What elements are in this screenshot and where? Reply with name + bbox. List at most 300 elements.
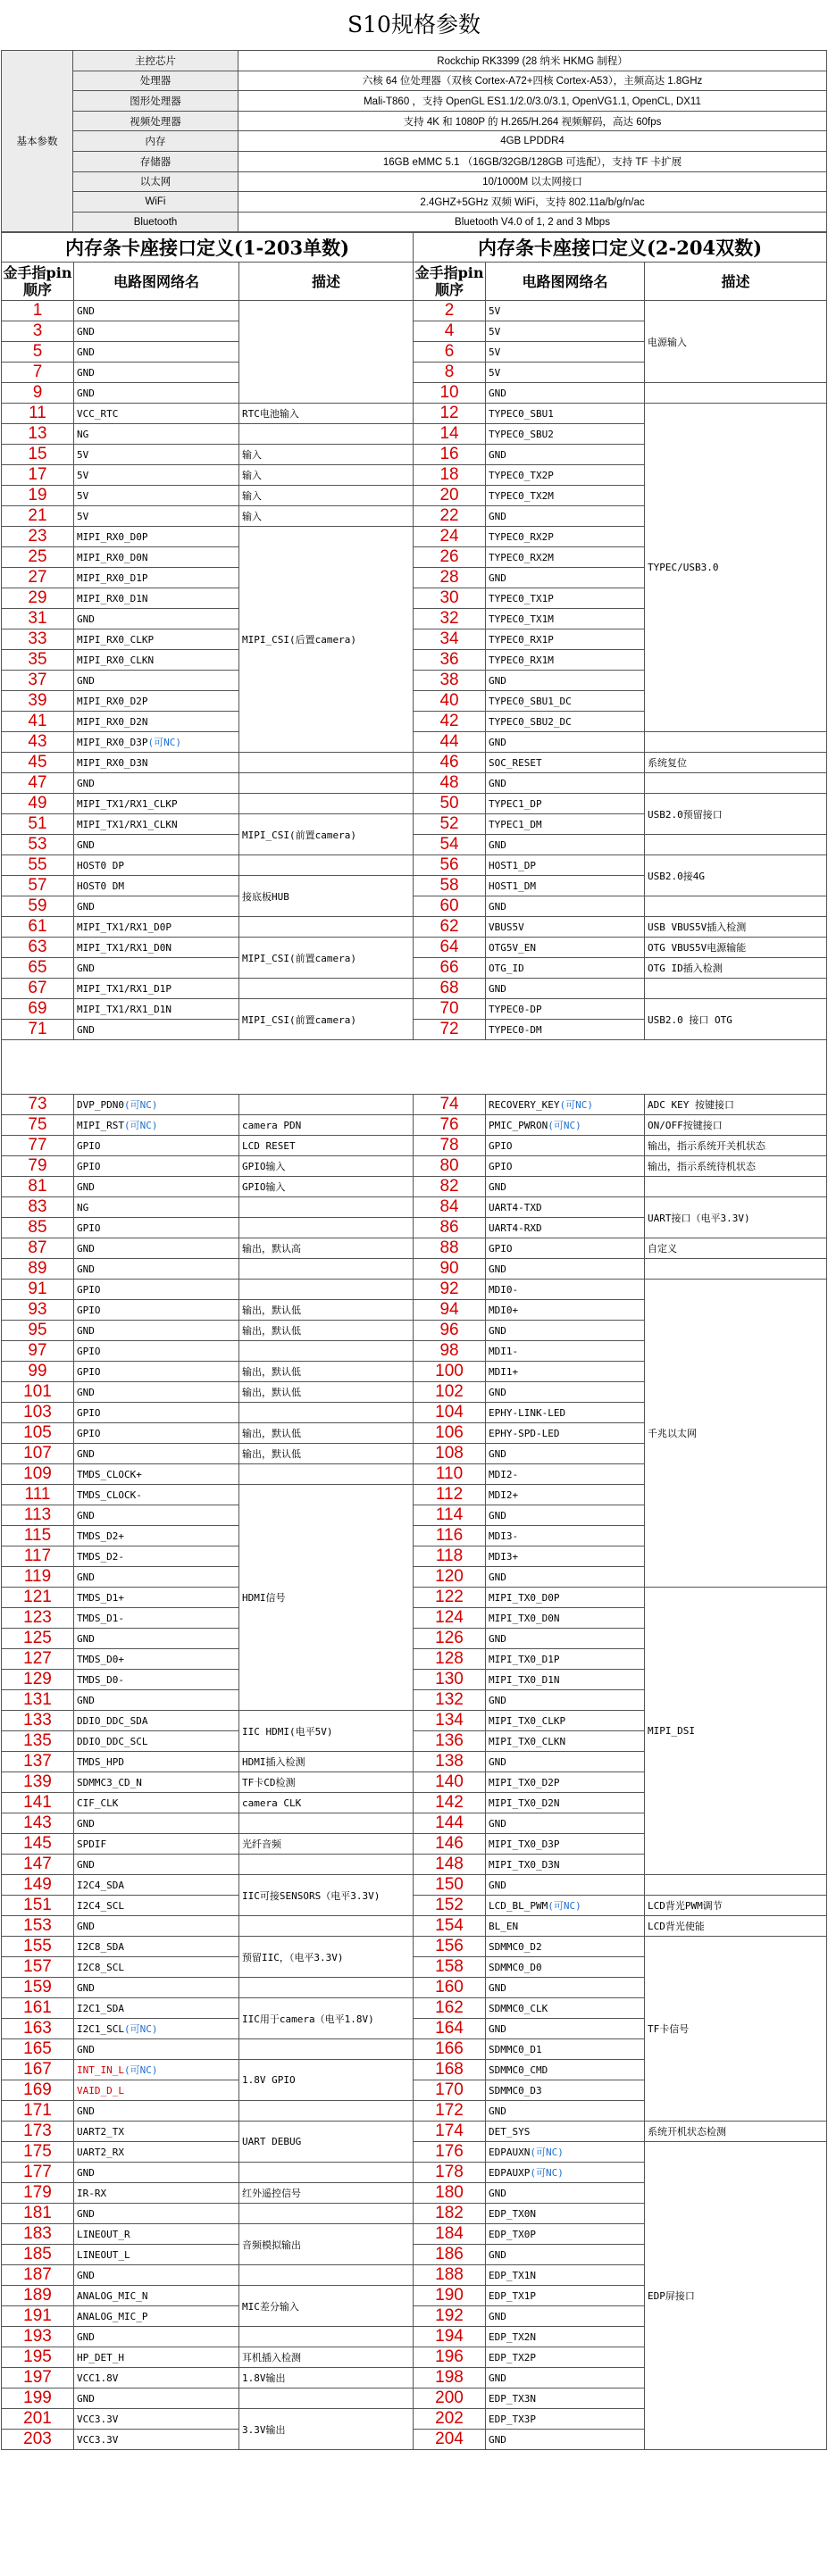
right-net-name: [486, 1916, 645, 1937]
spec-label: 视频处理器: [73, 111, 238, 131]
net-name-text: GND: [489, 2433, 506, 2446]
left-pin-number: 11: [2, 404, 74, 424]
net-name-text: GND: [489, 2187, 506, 2199]
left-pin-description: TF卡CD检测: [239, 1772, 414, 1793]
pin-row: [2, 835, 827, 855]
left-pin-number: 45: [2, 753, 74, 773]
left-pin-description: IIC HDMI(电平5V): [239, 1711, 414, 1752]
net-name-text: TYPEC0_RX2M: [489, 551, 554, 563]
net-name-text: TYPEC0-DP: [489, 1003, 542, 1015]
net-name-text: GND: [489, 900, 506, 913]
net-name-text: GND: [489, 571, 506, 584]
spec-value: 16GB eMMC 5.1 （16GB/32GB/128GB 可选配），支持 TF 卡扩展: [238, 151, 827, 171]
net-name-text: GND: [489, 1386, 506, 1398]
net-name-text: MIPI_RX0_D1P: [77, 571, 148, 584]
left-pin-description: [239, 855, 414, 876]
left-net-header: 电路图网络名: [74, 263, 239, 301]
right-pin-number: 82: [414, 1177, 486, 1197]
net-name-text: 5V: [77, 489, 89, 502]
net-name-text: TYPEC0_RX2P: [489, 530, 554, 543]
net-name-text: 5V: [489, 366, 501, 379]
net-name-text: MIPI_TX1/RX1_D1N: [77, 1003, 171, 1015]
spec-row: [2, 51, 827, 71]
net-name-text: 5V: [77, 469, 89, 481]
net-name-text: GPIO: [77, 1221, 101, 1234]
right-net-name: [486, 1136, 645, 1156]
left-net-name: [74, 2327, 239, 2347]
net-name-text: HOST1_DM: [489, 880, 536, 892]
left-pin-number: 1: [2, 301, 74, 321]
right-pin-number: 18: [414, 465, 486, 486]
right-pin-description: USB VBUS5V插入检测: [645, 917, 827, 938]
left-net-name: [74, 1731, 239, 1752]
left-pin-number: 133: [2, 1711, 74, 1731]
right-pin-number: 106: [414, 1423, 486, 1444]
right-pin-number: 154: [414, 1916, 486, 1937]
left-pin-number: 145: [2, 1834, 74, 1855]
left-pin-number: 125: [2, 1629, 74, 1649]
left-net-name: [74, 1546, 239, 1567]
right-pin-description: UART接口（电平3.3V): [645, 1197, 827, 1238]
left-net-name: [74, 1752, 239, 1772]
spec-label: Bluetooth: [73, 212, 238, 232]
right-net-name: [486, 588, 645, 609]
right-net-name: [486, 363, 645, 383]
right-pin-number: 78: [414, 1136, 486, 1156]
right-pin-number: 94: [414, 1300, 486, 1321]
left-net-name: [74, 1649, 239, 1670]
left-net-name: [74, 2122, 239, 2142]
spec-label: 主控芯片: [73, 51, 238, 71]
net-name-text: MDI2+: [489, 1488, 519, 1501]
net-name-text: MIPI_TX0_D3P: [489, 1838, 560, 1850]
optional-nc-note: (可NC): [123, 2023, 158, 2036]
optional-nc-note: (可NC): [123, 1099, 158, 1112]
right-net-name: [486, 2409, 645, 2430]
right-pin-number: 132: [414, 1690, 486, 1711]
left-net-name: [74, 1321, 239, 1341]
right-net-name: [486, 1259, 645, 1280]
left-pin-description: [239, 794, 414, 814]
pin-row: [2, 2142, 827, 2163]
left-pin-description: [239, 1403, 414, 1423]
left-net-name: [74, 958, 239, 979]
net-name-text: CIF_CLK: [77, 1797, 119, 1809]
right-net-name: [486, 527, 645, 547]
net-name-text: TYPEC0_SBU1_DC: [489, 695, 572, 707]
left-pin-description: [239, 424, 414, 445]
right-pin-number: 104: [414, 1403, 486, 1423]
right-pin-number: 14: [414, 424, 486, 445]
left-net-name: [74, 1423, 239, 1444]
left-pin-number: 201: [2, 2409, 74, 2430]
right-pin-description: USB2.0预留接口: [645, 794, 827, 835]
left-net-name: [74, 342, 239, 363]
net-name-text: DET_SYS: [489, 2125, 531, 2138]
right-pin-number: 68: [414, 979, 486, 999]
left-net-name: [74, 1115, 239, 1136]
left-pin-number: 139: [2, 1772, 74, 1793]
net-name-text: NG: [77, 1201, 89, 1213]
left-net-name: [74, 753, 239, 773]
left-net-name: [74, 424, 239, 445]
right-pin-number: 146: [414, 1834, 486, 1855]
net-name-text: GPIO: [489, 1160, 513, 1172]
spec-label: WiFi: [73, 192, 238, 213]
right-net-name: [486, 465, 645, 486]
left-net-name: [74, 691, 239, 712]
left-pin-number: 193: [2, 2327, 74, 2347]
right-pin-number: 10: [414, 383, 486, 404]
net-name-text: I2C1_SCL: [77, 2023, 124, 2036]
right-pin-number: 48: [414, 773, 486, 794]
right-net-name: [486, 917, 645, 938]
right-net-name: [486, 979, 645, 999]
left-pin-description: camera PDN: [239, 1115, 414, 1136]
pin-row: [2, 1095, 827, 1115]
net-name-text: EPHY-SPD-LED: [489, 1427, 560, 1439]
left-net-name: [74, 1300, 239, 1321]
net-name-text: GND: [77, 838, 95, 851]
net-name-text: GND: [77, 1509, 95, 1521]
right-net-name: [486, 732, 645, 753]
left-net-name: [74, 712, 239, 732]
right-pin-number: 166: [414, 2039, 486, 2060]
left-pin-number: 197: [2, 2368, 74, 2388]
right-net-name: [486, 2368, 645, 2388]
net-name-text: MIPI_TX0_D1N: [489, 1673, 560, 1686]
left-net-name: [74, 301, 239, 321]
left-pin-number: 159: [2, 1978, 74, 1998]
right-pin-number: 136: [414, 1731, 486, 1752]
left-net-name: [74, 629, 239, 650]
right-net-name: [486, 753, 645, 773]
right-net-name: [486, 794, 645, 814]
net-name-text: GND: [489, 1981, 506, 1994]
net-name-text: SDMMC0_D2: [489, 1940, 542, 1953]
pin-row: [2, 1136, 827, 1156]
net-name-text: GND: [489, 982, 506, 995]
right-net-name: [486, 2430, 645, 2450]
right-pin-number: 148: [414, 1855, 486, 1875]
net-name-text: DDIO_DDC_SDA: [77, 1714, 148, 1727]
right-pin-number: 20: [414, 486, 486, 506]
right-net-name: [486, 1341, 645, 1362]
right-net-name: [486, 938, 645, 958]
net-name-text: GND: [77, 1571, 95, 1583]
right-pin-number: 28: [414, 568, 486, 588]
right-pin-number: 186: [414, 2245, 486, 2265]
right-net-name: [486, 1813, 645, 1834]
pin-row: [2, 794, 827, 814]
left-pin-number: 89: [2, 1259, 74, 1280]
net-name-text: GPIO: [77, 1365, 101, 1378]
pin-row: [2, 1875, 827, 1896]
left-pin-description: 3.3V输出: [239, 2409, 414, 2450]
right-pin-number: 66: [414, 958, 486, 979]
net-name-text: EDP_TX3P: [489, 2413, 536, 2425]
right-net-name: [486, 2142, 645, 2163]
right-pin-number: 128: [414, 1649, 486, 1670]
left-pin-number: 203: [2, 2430, 74, 2450]
left-net-name: [74, 527, 239, 547]
right-net-name: [486, 712, 645, 732]
left-net-name: [74, 896, 239, 917]
right-net-name: [486, 1300, 645, 1321]
pin-row: [2, 301, 827, 321]
right-pin-number: 160: [414, 1978, 486, 1998]
spec-value: 支持 4K 和 1080P 的 H.265/H.264 视频解码，高达 60fps: [238, 111, 827, 131]
right-pin-number: 72: [414, 1020, 486, 1040]
right-net-name: [486, 2245, 645, 2265]
right-net-name: [486, 2039, 645, 2060]
right-pin-number: 88: [414, 1238, 486, 1259]
net-name-text: I2C8_SDA: [77, 1940, 124, 1953]
left-pin-number: 41: [2, 712, 74, 732]
pin-row: [2, 732, 827, 753]
left-pin-number: 195: [2, 2347, 74, 2368]
left-pin-description: 1.8V GPIO: [239, 2060, 414, 2101]
left-net-name: [74, 1259, 239, 1280]
right-net-name: [486, 1020, 645, 1040]
pin-table-title-row: [2, 233, 827, 263]
left-pin-description: 输出，默认低: [239, 1444, 414, 1464]
left-pin-description: [239, 773, 414, 794]
left-pin-number: 47: [2, 773, 74, 794]
right-pin-number: 60: [414, 896, 486, 917]
right-net-name: [486, 1321, 645, 1341]
right-pin-number: 172: [414, 2101, 486, 2122]
right-pin-number: 188: [414, 2265, 486, 2286]
left-net-name: [74, 2183, 239, 2204]
left-net-name: [74, 835, 239, 855]
left-pin-number: 13: [2, 424, 74, 445]
right-pin-number: 204: [414, 2430, 486, 2450]
right-desc-header: 描述: [645, 263, 827, 301]
left-net-name: [74, 1855, 239, 1875]
pin-row: [2, 1588, 827, 1608]
left-net-name: [74, 1916, 239, 1937]
net-name-text: TYPEC1_DP: [489, 797, 542, 810]
right-pin-number: 58: [414, 876, 486, 896]
net-name-text: MIPI_TX0_D2N: [489, 1797, 560, 1809]
left-pin-number: 25: [2, 547, 74, 568]
right-net-header: 电路图网络名: [486, 263, 645, 301]
right-pin-number: 96: [414, 1321, 486, 1341]
left-net-name: [74, 1896, 239, 1916]
right-net-name: [486, 1485, 645, 1505]
right-pin-number: 12: [414, 404, 486, 424]
right-net-name: [486, 2224, 645, 2245]
spec-value: 2.4GHZ+5GHz 双频 WiFi，支持 802.11a/b/g/n/ac: [238, 192, 827, 213]
left-pin-number: 75: [2, 1115, 74, 1136]
net-name-text: SDMMC0_CLK: [489, 2002, 548, 2014]
right-pin-description: 系统复位: [645, 753, 827, 773]
net-name-text: GND: [77, 2166, 95, 2179]
optional-nc-note: (可NC): [530, 2147, 564, 2159]
left-pin-description: [239, 753, 414, 773]
pin-row: [2, 1259, 827, 1280]
net-name-text: GPIO: [77, 1139, 101, 1152]
net-name-text: MIPI_TX0_D0N: [489, 1612, 560, 1624]
left-pin-number: 173: [2, 2122, 74, 2142]
left-pin-number: 131: [2, 1690, 74, 1711]
net-name-text: GND: [489, 1180, 506, 1193]
left-pin-description: HDMI插入检测: [239, 1752, 414, 1772]
right-net-name: [486, 1998, 645, 2019]
net-name-text: HP_DET_H: [77, 2351, 124, 2363]
right-pin-description: MIPI_DSI: [645, 1588, 827, 1875]
right-pin-number: 54: [414, 835, 486, 855]
left-pin-number: 85: [2, 1218, 74, 1238]
net-name-text: TYPEC0_SBU1: [489, 407, 554, 420]
right-pin-number: 44: [414, 732, 486, 753]
left-pin-description: [239, 2388, 414, 2409]
net-name-text: VCC3.3V: [77, 2433, 119, 2446]
right-pin-number: 4: [414, 321, 486, 342]
right-net-name: [486, 321, 645, 342]
left-pin-number: 83: [2, 1197, 74, 1218]
right-net-name: [486, 2347, 645, 2368]
right-pin-description: [645, 383, 827, 404]
left-net-name: [74, 1362, 239, 1382]
left-pin-number: 71: [2, 1020, 74, 1040]
net-name-text: EDP_TX2N: [489, 2330, 536, 2343]
right-net-name: [486, 1526, 645, 1546]
right-pin-description: 系统开机状态检测: [645, 2122, 827, 2142]
net-name-text: EPHY-LINK-LED: [489, 1406, 566, 1419]
left-net-name: [74, 1020, 239, 1040]
left-pin-description: [239, 301, 414, 404]
left-pin-number: 165: [2, 2039, 74, 2060]
net-name-text: TMDS_CLOCK-: [77, 1488, 142, 1501]
right-net-name: [486, 1218, 645, 1238]
left-pin-number: 191: [2, 2306, 74, 2327]
left-pin-number: 157: [2, 1957, 74, 1978]
net-name-text: VBUS5V: [489, 921, 524, 933]
left-pin-number: 103: [2, 1403, 74, 1423]
net-name-text: TMDS_D2+: [77, 1530, 124, 1542]
right-net-name: [486, 2265, 645, 2286]
net-name-text: GND: [77, 1632, 95, 1645]
left-pin-number: 81: [2, 1177, 74, 1197]
left-net-name: [74, 855, 239, 876]
left-pin-description: MIPI_CSI(前置camera): [239, 814, 414, 855]
left-net-name: [74, 2430, 239, 2450]
spec-row: [2, 171, 827, 192]
pin-row: [2, 1238, 827, 1259]
net-name-text: GPIO: [77, 1345, 101, 1357]
left-pin-number: 107: [2, 1444, 74, 1464]
left-pin-number: 27: [2, 568, 74, 588]
net-name-text: TYPEC0-DM: [489, 1023, 542, 1036]
pin-table-header-row: [2, 263, 827, 301]
spec-value: 10/1000M 以太网接口: [238, 171, 827, 192]
right-net-name: [486, 1177, 645, 1197]
right-pin-description: [645, 896, 827, 917]
pin-row: [2, 896, 827, 917]
right-net-name: [486, 1505, 645, 1526]
pin-row: [2, 855, 827, 876]
right-net-name: [486, 855, 645, 876]
left-net-name: [74, 671, 239, 691]
left-pin-description: MIPI_CSI(前置camera): [239, 999, 414, 1040]
spec-label: 存储器: [73, 151, 238, 171]
right-net-name: [486, 958, 645, 979]
net-name-text: GPIO: [77, 1427, 101, 1439]
right-net-name: [486, 1197, 645, 1218]
pin-row: [2, 938, 827, 958]
net-name-text: SDMMC0_D1: [489, 2043, 542, 2055]
left-net-name: [74, 1341, 239, 1362]
left-pin-number: 69: [2, 999, 74, 1020]
right-pin-number: 46: [414, 753, 486, 773]
left-pin-description: [239, 1855, 414, 1875]
right-pin-description: 自定义: [645, 1238, 827, 1259]
right-pin-description: [645, 1259, 827, 1280]
right-pin-description: ADC KEY 按键接口: [645, 1095, 827, 1115]
left-net-name: [74, 876, 239, 896]
left-net-name: [74, 404, 239, 424]
left-pin-number: 111: [2, 1485, 74, 1505]
left-pin-description: HDMI信号: [239, 1485, 414, 1711]
pin-row: [2, 979, 827, 999]
right-pin-number: 182: [414, 2204, 486, 2224]
net-name-text: GPIO: [489, 1139, 513, 1152]
left-net-name: [74, 2306, 239, 2327]
spec-table: [1, 50, 827, 232]
net-name-text: GND: [77, 1694, 95, 1706]
net-name-text: GND: [77, 1817, 95, 1830]
left-pin-number: 101: [2, 1382, 74, 1403]
net-name-text: MDI3+: [489, 1550, 519, 1563]
right-pin-number: 86: [414, 1218, 486, 1238]
right-net-name: [486, 1362, 645, 1382]
net-name-text: MIPI_RX0_D2N: [77, 715, 148, 728]
right-pin-number: 30: [414, 588, 486, 609]
left-net-name: [74, 1382, 239, 1403]
left-pin-number: 167: [2, 2060, 74, 2080]
left-pin-number: 59: [2, 896, 74, 917]
net-name-text: MIPI_RX0_D0P: [77, 530, 148, 543]
left-pin-number: 91: [2, 1280, 74, 1300]
right-net-name: [486, 896, 645, 917]
left-pin-number: 21: [2, 506, 74, 527]
net-name-text: TMDS_D0+: [77, 1653, 124, 1665]
left-net-name: [74, 609, 239, 629]
right-net-name: [486, 1834, 645, 1855]
net-name-text: GND: [489, 1879, 506, 1891]
left-pin-number: 105: [2, 1423, 74, 1444]
net-name-text: TYPEC1_DM: [489, 818, 542, 830]
right-pin-description: 电源输入: [645, 301, 827, 383]
net-name-text: PMIC_PWRON: [489, 1120, 548, 1132]
right-pin-number: 178: [414, 2163, 486, 2183]
right-pin-number: 194: [414, 2327, 486, 2347]
spec-value: Bluetooth V4.0 of 1, 2 and 3 Mbps: [238, 212, 827, 232]
right-pin-number: 42: [414, 712, 486, 732]
right-pin-number: 2: [414, 301, 486, 321]
net-name-text: LINEOUT_R: [77, 2228, 130, 2240]
right-net-name: [486, 1464, 645, 1485]
left-net-name: [74, 445, 239, 465]
net-name-text: VAID_D_L: [77, 2084, 124, 2097]
left-net-name: [74, 1136, 239, 1156]
left-net-name: [74, 1813, 239, 1834]
right-pin-number: 16: [414, 445, 486, 465]
spec-value: 4GB LPDDR4: [238, 131, 827, 152]
right-pin-number: 200: [414, 2388, 486, 2409]
